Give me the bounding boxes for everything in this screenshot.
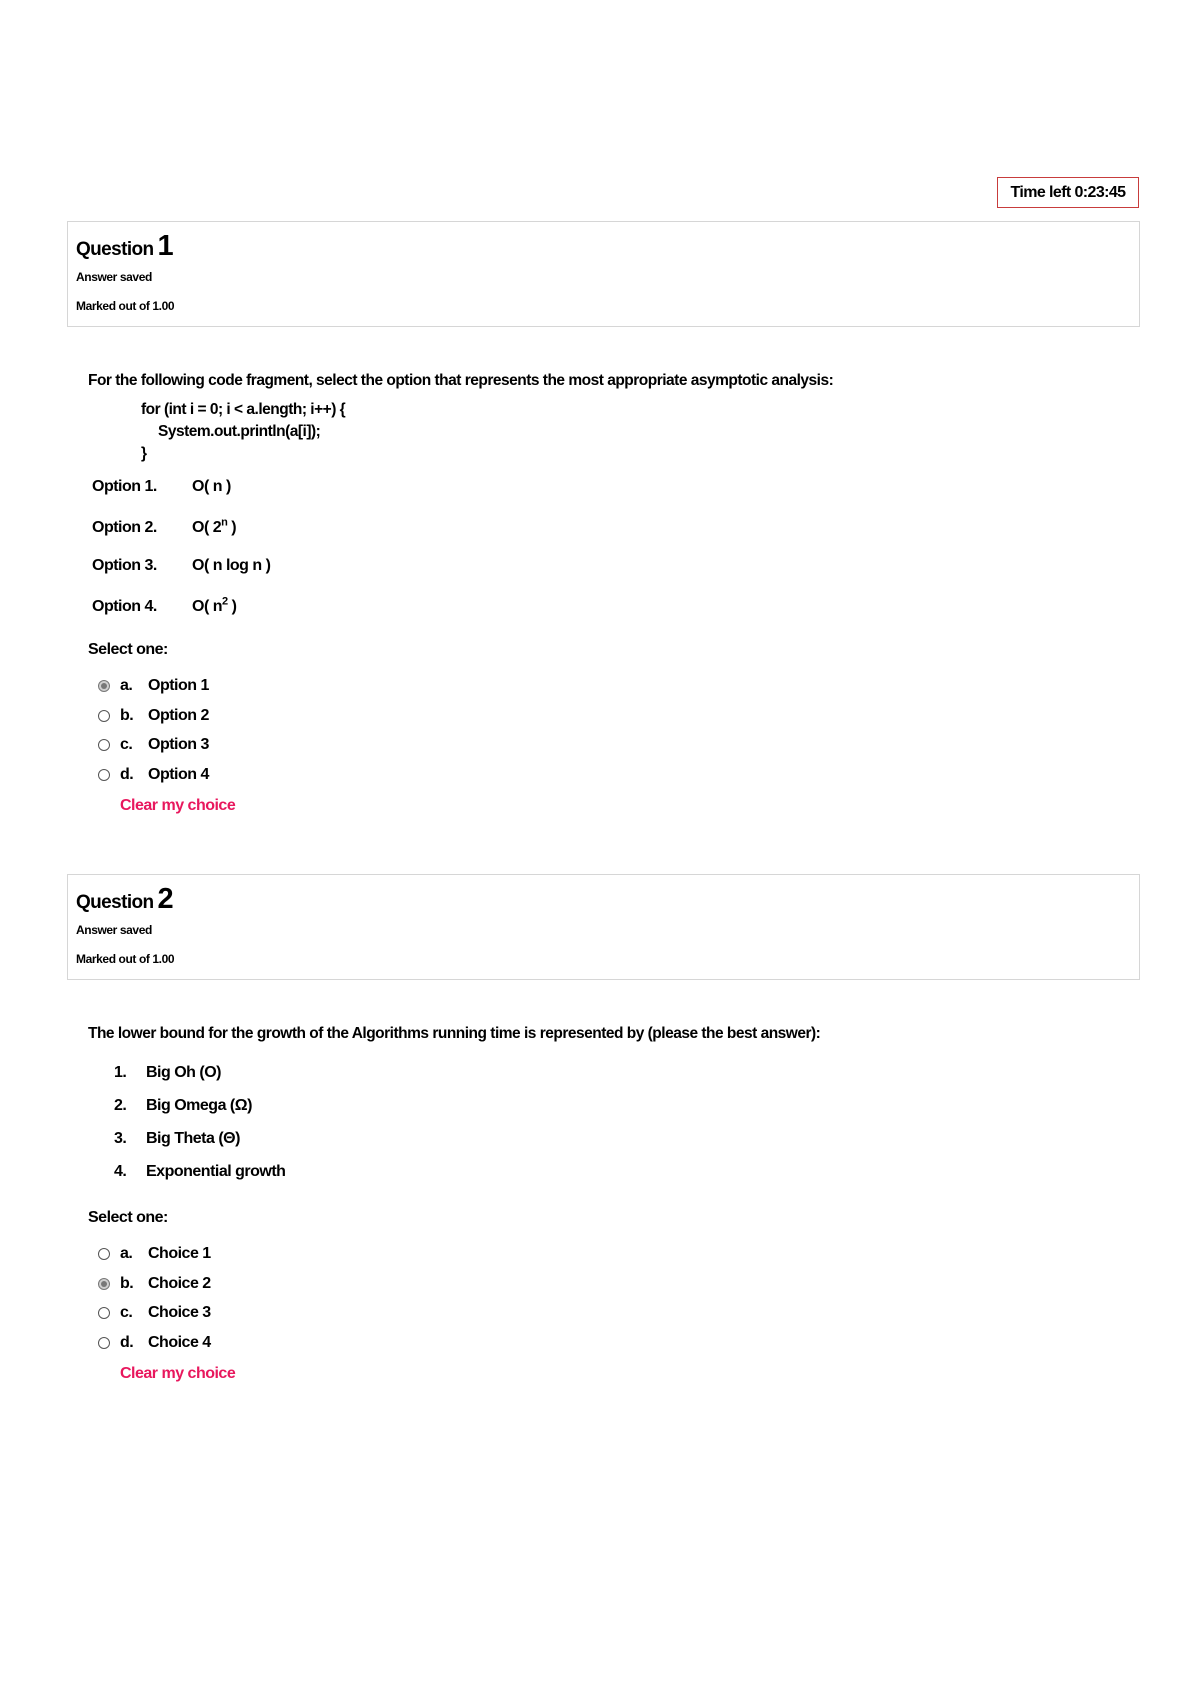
option-label: Option 4. bbox=[92, 598, 157, 616]
option-value: O( n log n ) bbox=[192, 557, 271, 574]
radio-button[interactable] bbox=[98, 680, 110, 692]
radio-button[interactable] bbox=[98, 1307, 110, 1319]
option-label: Option 3. bbox=[92, 557, 157, 574]
question-1-stem: For the following code fragment, select the option that represents the most appropriate asymptotic analysis: bbox=[88, 372, 834, 389]
radio-button[interactable] bbox=[98, 769, 110, 781]
answer-option[interactable]: a. Option 1 bbox=[98, 676, 209, 696]
clear-my-choice-link[interactable]: Clear my choice bbox=[120, 797, 236, 814]
question-grade: Marked out of 1.00 bbox=[76, 952, 175, 966]
question-title: Question 2 bbox=[76, 883, 174, 915]
option-value: O( 2$^n$ ) bbox=[192, 517, 237, 537]
option-row-1 bbox=[92, 478, 231, 496]
radio-button[interactable] bbox=[98, 1278, 110, 1290]
radio-button[interactable] bbox=[98, 1337, 110, 1349]
answer-option[interactable]: d. Choice 4 bbox=[98, 1333, 211, 1353]
option-label: Option 1. bbox=[92, 478, 157, 495]
code-line-1: for (int i = 0; i < a.length; i++) { bbox=[141, 401, 346, 418]
answer-option[interactable]: c. Choice 3 bbox=[98, 1303, 211, 1323]
answer-option[interactable]: d. Option 4 bbox=[98, 765, 209, 785]
time-left-badge: Time left 0:23:45 bbox=[997, 177, 1139, 208]
radio-button[interactable] bbox=[98, 1248, 110, 1260]
question-2-stem: The lower bound for the growth of the Algorithms running time is represented by (please the best answer): bbox=[88, 1025, 821, 1042]
question-title: Question 1 bbox=[76, 230, 174, 262]
select-one-label: Select one: bbox=[88, 1209, 168, 1226]
option-row-2 bbox=[92, 517, 236, 537]
option-row-3 bbox=[92, 557, 270, 575]
option-label: Option 2. bbox=[92, 519, 157, 537]
list-item: 3. Big Theta (Θ) bbox=[114, 1130, 240, 1147]
question-state: Answer saved bbox=[76, 923, 152, 937]
clear-my-choice-link[interactable]: Clear my choice bbox=[120, 1365, 236, 1382]
code-line-3: } bbox=[141, 445, 147, 462]
answer-option[interactable]: c. Option 3 bbox=[98, 735, 209, 755]
list-item: 1. Big Oh (O) bbox=[114, 1064, 221, 1081]
question-grade: Marked out of 1.00 bbox=[76, 299, 175, 313]
answer-option[interactable]: b. Option 2 bbox=[98, 706, 209, 726]
question-state: Answer saved bbox=[76, 270, 152, 284]
list-item: 2. Big Omega (Ω) bbox=[114, 1097, 252, 1114]
radio-button[interactable] bbox=[98, 710, 110, 722]
option-value: O( n ) bbox=[192, 478, 231, 495]
select-one-label: Select one: bbox=[88, 641, 168, 658]
option-row-4 bbox=[92, 596, 236, 616]
answer-option[interactable]: b. Choice 2 bbox=[98, 1274, 211, 1294]
question-2-info bbox=[67, 874, 1140, 980]
radio-button[interactable] bbox=[98, 739, 110, 751]
list-item: 4. Exponential growth bbox=[114, 1163, 286, 1180]
question-1-info bbox=[67, 221, 1140, 327]
answer-option[interactable]: a. Choice 1 bbox=[98, 1244, 211, 1264]
code-line-2: System.out.println(a[i]); bbox=[158, 423, 321, 440]
option-value: O( $n^2$ ) bbox=[192, 596, 237, 616]
